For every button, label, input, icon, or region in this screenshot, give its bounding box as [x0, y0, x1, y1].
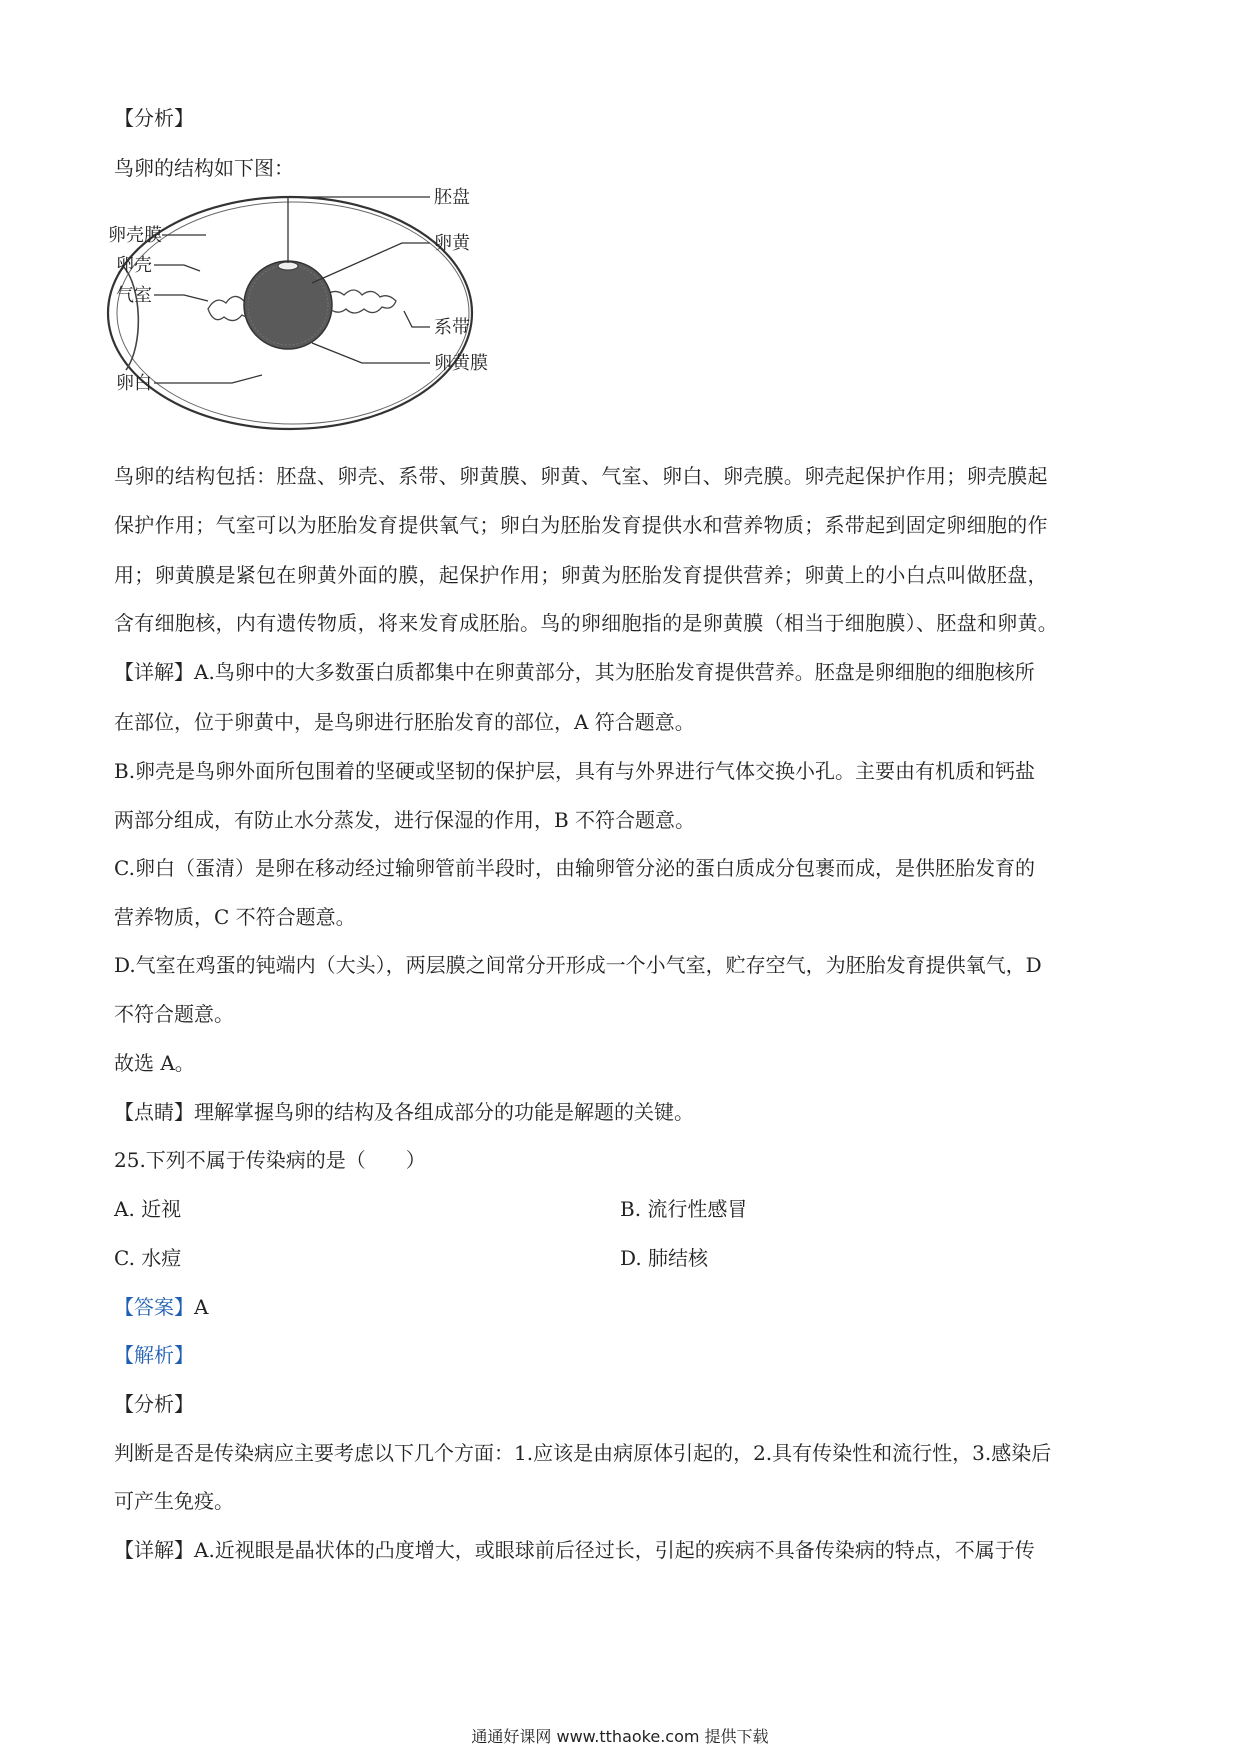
- option-b: B. 流行性感冒: [620, 1197, 748, 1221]
- label-albumen: 卵白: [116, 373, 152, 394]
- para1-line-1: 鸟卵的结构包括：胚盘、卵壳、系带、卵黄膜、卵黄、气室、卵白、卵壳膜。卵壳起保护作用；卵壳膜起: [114, 464, 1048, 488]
- analysis2-line-2: 可产生免疫。: [114, 1489, 234, 1513]
- label-embryo-disc: 胚盘: [434, 187, 470, 208]
- answer-label: 【答案】: [114, 1295, 194, 1319]
- detail1-line-3: B.卵壳是鸟卵外面所包围着的坚硬或坚韧的保护层，具有与外界进行气体交换小孔。主要由有机质和钙盐: [114, 759, 1036, 783]
- para1-line-2: 保护作用；气室可以为胚胎发育提供氧气；卵白为胚胎发育提供水和营养物质；系带起到固定卵细胞的作: [114, 513, 1048, 537]
- yolk-circle: [244, 261, 332, 349]
- conclusion: 故选 A。: [114, 1051, 195, 1075]
- key-point: 【点睛】理解掌握鸟卵的结构及各组成部分的功能是解题的关键。: [114, 1100, 694, 1124]
- detail1-line-1: 【详解】A.鸟卵中的大多数蛋白质都集中在卵黄部分，其为胚胎发育提供营养。胚盘是卵细胞的细胞核所: [114, 660, 1035, 684]
- label-yolk-membrane: 卵黄膜: [434, 353, 488, 374]
- detail1-line-8: 不符合题意。: [114, 1002, 234, 1026]
- answer-row: [114, 1295, 208, 1319]
- option-c: C. 水痘: [114, 1246, 182, 1270]
- label-shell: 卵壳: [116, 255, 152, 276]
- question-stem: 25.下列不属于传染病的是（ ）: [114, 1148, 426, 1172]
- detail1-line-7: D.气室在鸡蛋的钝端内（大头），两层膜之间常分开形成一个小气室，贮存空气，为胚胎发育提供氧气，D: [114, 953, 1042, 977]
- analysis2-heading: 【分析】: [114, 1392, 194, 1416]
- label-yolk: 卵黄: [434, 233, 470, 254]
- detail1-line-6: 营养物质，C 不符合题意。: [114, 905, 356, 929]
- analysis-heading: 【分析】: [114, 106, 194, 130]
- diagram-intro: 鸟卵的结构如下图：: [114, 156, 294, 180]
- detail1-line-5: C.卵白（蛋清）是卵在移动经过输卵管前半段时，由输卵管分泌的蛋白质成分包裹而成，是供胚胎发育的: [114, 856, 1035, 880]
- page-footer: 通通好课网 www.tthaoke.com 提供下载: [471, 1727, 769, 1746]
- detail2-line-1: 【详解】A.近视眼是晶状体的凸度增大，或眼球前后径过长，引起的疾病不具备传染病的特点，不属于传: [114, 1538, 1035, 1562]
- para1-line-3: 用；卵黄膜是紧包在卵黄外面的膜，起保护作用；卵黄为胚胎发育提供营养；卵黄上的小白点叫做胚盘，: [114, 563, 1048, 587]
- para1-line-4: 含有细胞核，内有遗传物质，将来发育成胚胎。鸟的卵细胞指的是卵黄膜（相当于细胞膜）、胚盘和卵黄。: [114, 611, 1059, 635]
- analysis2-line-1: 判断是否是传染病应主要考虑以下几个方面：1.应该是由病原体引起的，2.具有传染性和流行性，3.感染后: [114, 1441, 1052, 1465]
- explain-label: 【解析】: [114, 1343, 194, 1367]
- answer-value: A: [194, 1295, 209, 1319]
- label-shell-membrane: 卵壳膜: [108, 225, 162, 246]
- option-d: D. 肺结核: [620, 1246, 709, 1270]
- option-a: A. 近视: [114, 1197, 182, 1221]
- detail1-line-2: 在部位，位于卵黄中，是鸟卵进行胚胎发育的部位，A 符合题意。: [114, 710, 695, 734]
- label-air-cell: 气室: [116, 285, 152, 306]
- embryo-disc: [278, 262, 298, 270]
- label-chalaza: 系带: [434, 317, 470, 338]
- bird-egg-diagram: [108, 187, 572, 445]
- detail1-line-4: 两部分组成，有防止水分蒸发，进行保湿的作用，B 不符合题意。: [114, 808, 696, 832]
